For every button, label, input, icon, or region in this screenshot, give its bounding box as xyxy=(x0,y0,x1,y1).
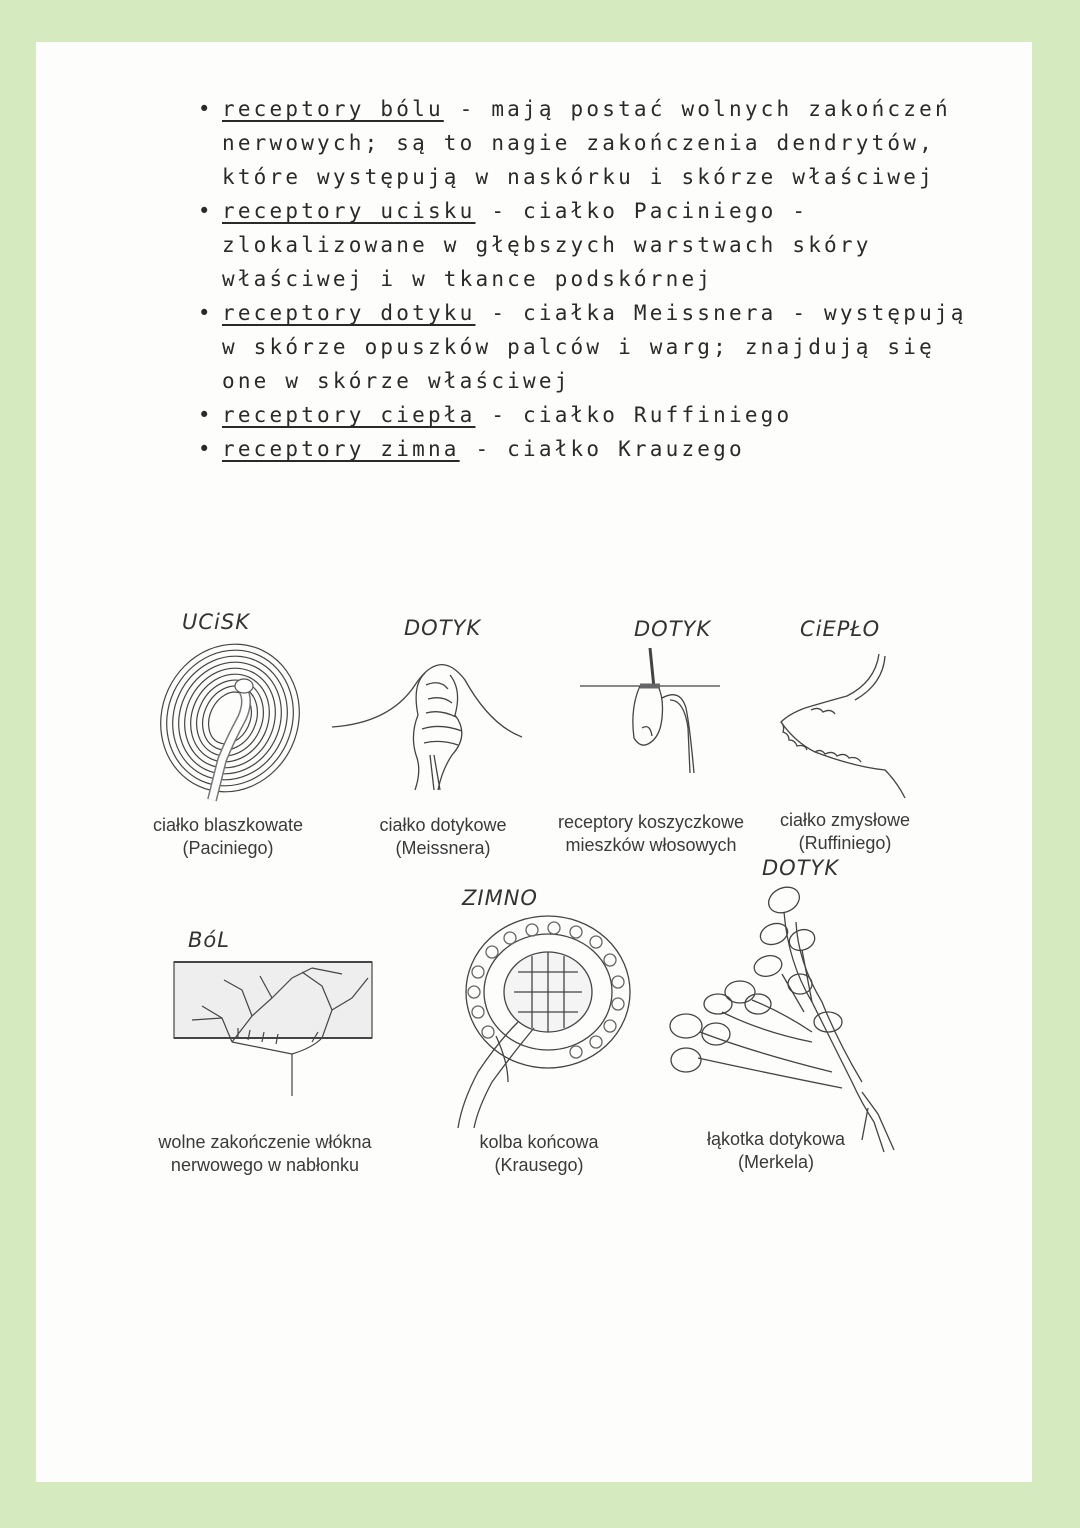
caption-line: (Merkela) xyxy=(737,1152,815,1172)
ruffini-corpuscle-illustration xyxy=(775,652,910,800)
caption-line: ciałko zmysłowe xyxy=(779,810,911,830)
caption-line: ciałko dotykowe xyxy=(379,815,507,835)
list-item xyxy=(196,296,996,398)
receptor-description: - ciałka Meissnera - występują w skórze opuszków palców i warg; znajdują się one w skórze właściwej xyxy=(222,301,967,393)
caption-line: mieszków włosowych xyxy=(565,835,737,855)
handwritten-label-touch: DOTYK xyxy=(404,616,482,640)
receptor-description: - mają postać wolnych zakończeń nerwowych; są to nagie zakończenia dendrytów, które występują w naskórku i skórze właściwej xyxy=(222,97,951,189)
caption-line: (Krausego) xyxy=(494,1155,584,1175)
bullet-icon: • xyxy=(198,437,214,461)
handwritten-label-pressure: UCiSK xyxy=(182,610,250,634)
receptor-list xyxy=(196,92,996,466)
caption-line: (Paciniego) xyxy=(182,838,274,858)
krause-end-bulb-illustration xyxy=(448,912,633,1130)
caption-line: ciałko blaszkowate xyxy=(152,815,304,835)
caption-merkel xyxy=(707,1128,845,1174)
handwritten-label-cold: ZIMNO xyxy=(462,886,538,910)
list-item xyxy=(196,432,996,466)
handwritten-label-touch: DOTYK xyxy=(762,856,840,880)
receptor-description: - ciałko Paciniego - zlokalizowane w głębszych warstwach skóry właściwej i w tkance podskórnej xyxy=(222,199,872,291)
caption-pacini xyxy=(153,814,303,860)
receptor-term: receptory zimna xyxy=(222,437,460,461)
handwritten-label-touch: DOTYK xyxy=(634,617,712,641)
meissner-corpuscle-illustration xyxy=(330,655,525,795)
bullet-icon: • xyxy=(198,97,214,121)
bullet-icon: • xyxy=(198,403,214,427)
list-item xyxy=(196,92,996,194)
receptor-term: receptory dotyku xyxy=(222,301,476,325)
list-item xyxy=(196,194,996,296)
bullet-icon: • xyxy=(198,199,214,223)
list-item xyxy=(196,398,996,432)
caption-hair-follicle xyxy=(558,811,744,857)
caption-krause xyxy=(479,1131,598,1177)
receptor-term: receptory bólu xyxy=(222,97,444,121)
caption-line: (Ruffiniego) xyxy=(798,833,892,853)
caption-line: kolba końcowa xyxy=(479,1132,599,1152)
bullet-icon: • xyxy=(198,301,214,325)
receptor-description: - ciałko Krauzego xyxy=(459,437,745,461)
receptor-term: receptory ucisku xyxy=(222,199,476,223)
caption-line: łąkotka dotykowa xyxy=(706,1129,846,1149)
caption-line: wolne zakończenie włókna xyxy=(158,1132,372,1152)
receptor-term: receptory ciepła xyxy=(222,403,476,427)
handwritten-label-pain: BóL xyxy=(188,928,230,952)
merkel-disc-illustration xyxy=(662,882,902,1167)
caption-ruffini xyxy=(780,809,910,855)
receptor-description: - ciałko Ruffiniego xyxy=(475,403,793,427)
caption-line: (Meissnera) xyxy=(395,838,491,858)
caption-meissner xyxy=(379,814,506,860)
free-nerve-ending-illustration xyxy=(172,958,377,1098)
hair-follicle-receptor-illustration xyxy=(580,648,725,778)
caption-line: nerwowego w nabłonku xyxy=(170,1155,360,1175)
caption-line: receptory koszyczkowe xyxy=(557,812,745,832)
handwritten-label-heat: CiEPŁO xyxy=(800,617,881,641)
caption-free-ending xyxy=(158,1131,371,1177)
pacinian-corpuscle-illustration xyxy=(150,640,310,805)
